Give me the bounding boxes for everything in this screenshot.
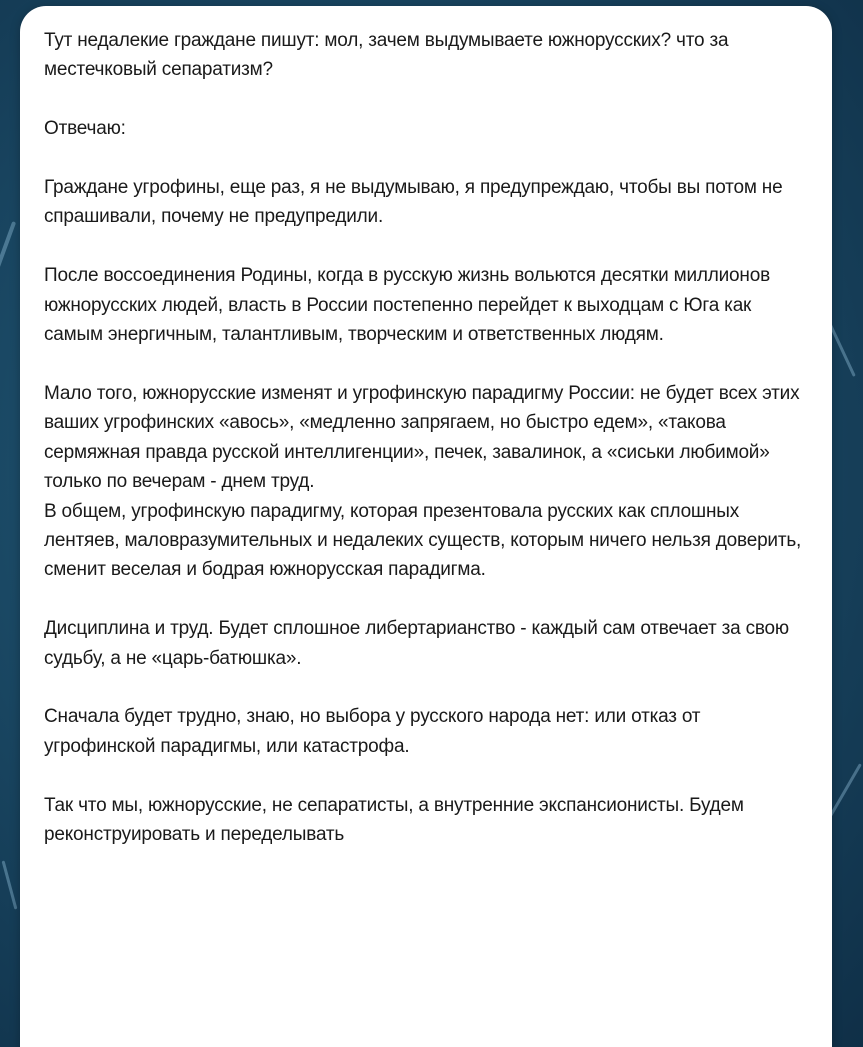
message-bubble <box>20 6 832 1047</box>
background-streak <box>0 221 16 279</box>
message-text: Тут недалекие граждане пишут: мол, зачем выдумываете южнорусских? что за местечковый сепаратизм? Отвечаю: Граждане угрофины, еще раз, я не выдумываю, я предупреждаю, чтобы вы потом не спрашивали, почему не предупредили. После воссоединения Родины, когда в русскую жизнь вольются десятки миллионов южнорусских людей, власть в России постепенно перейдет к выходцам с Юга как самым энергичным, талантливым, творческим и ответственных людям. Мало того, южнорусские изменят и угрофинскую парадигму России: не будет всех этих ваших угрофинских «авось», «медленно запрягаем, но быстро едем», «такова сермяжная правда русской интеллигенции», печек, завалинок, а «сиськи любимой» только по вечерам - днем труд. В общем, угрофинскую парадигму, которая презентовала русских как сплошных лентяев, маловразумительных и недалеких существ, которым ничего нельзя доверить, сменит веселая и бодрая южнорусская парадигма. Дисциплина и труд. Будет сплошное либертарианство - каждый сам отвечает за свою судьбу, а не «царь-батюшка». Сначала будет трудно, знаю, но выбора у русского народа нет: или отказ от угрофинской парадигмы, или катастрофа. Так что мы, южнорусские, не сепаратисты, а внутренние экспансионисты. Будем реконструировать и переделывать <box>44 30 802 845</box>
background-streak <box>829 763 862 816</box>
background-streak <box>2 860 18 909</box>
